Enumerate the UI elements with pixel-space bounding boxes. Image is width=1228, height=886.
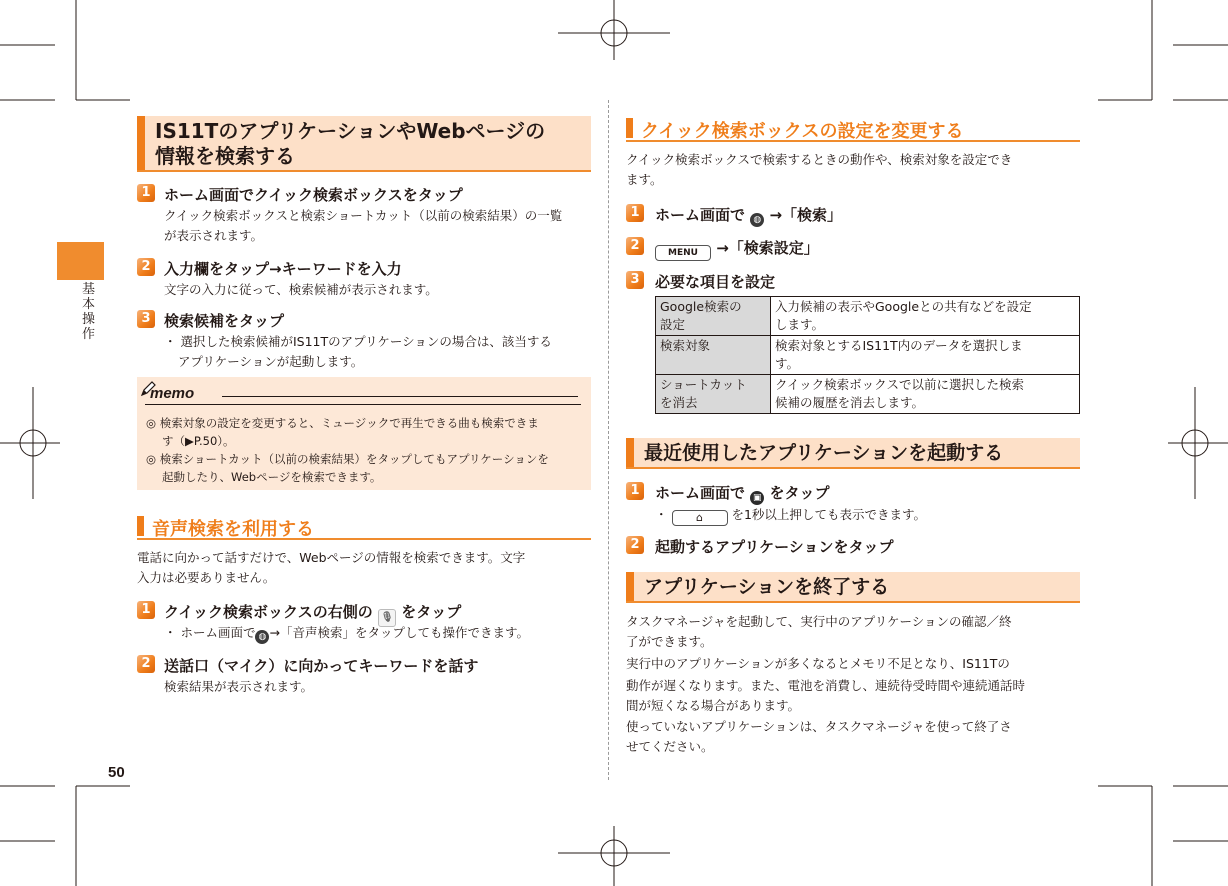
step-title: クイック検索ボックスの右側の 🎙 をタップ xyxy=(164,601,461,627)
voice-search-heading: 音声検索を利用する xyxy=(137,514,591,540)
home-key-icon: ⌂ xyxy=(672,510,728,526)
quit-paragraph: 動作が遅くなります。また、電池を消費し、連続待受時間や連続通話時 xyxy=(626,678,1026,693)
memo-rule xyxy=(222,396,578,397)
quit-paragraph: 実行中のアプリケーションが多くなるとメモリ不足となり、IS11Tの xyxy=(626,656,1010,671)
step-note: ・ ⌂ を1秒以上押しても表示できます。 xyxy=(655,507,926,524)
memo-item: ◎ 検索ショートカット（以前の検索結果）をタップしてもアプリケーションを xyxy=(146,452,549,466)
step-body: 検索結果が表示されます。 xyxy=(164,679,314,694)
recent-apps-icon: ▣ xyxy=(750,491,764,505)
voice-intro: 電話に向かって話すだけで、Webページの情報を検索できます。文字 xyxy=(137,550,526,565)
step-title: ホーム画面でクイック検索ボックスをタップ xyxy=(164,186,463,204)
column-divider xyxy=(608,100,609,780)
settings-intro: クイック検索ボックスで検索するときの動作や、検索対象を設定でき xyxy=(626,152,1013,167)
settings-heading: クイック検索ボックスの設定を変更する xyxy=(626,116,1080,142)
memo-rule xyxy=(145,404,581,405)
step-title: MENU →「検索設定」 xyxy=(655,237,819,261)
mic-icon: 🎙 xyxy=(378,609,396,627)
section-tab xyxy=(57,242,104,280)
quit-apps-heading: アプリケーションを終了する xyxy=(626,572,1080,603)
quit-paragraph: 使っていないアプリケーションは、タスクマネージャを使って終了さ xyxy=(626,719,1012,734)
table-row: 検索対象 検索対象とするIS11T内のデータを選択しま す。 xyxy=(656,336,1080,375)
table-row: ショートカット を消去 クイック検索ボックスで以前に選択した検索 候補の履歴を消去します。 xyxy=(656,375,1080,414)
menu-key-icon: MENU xyxy=(655,245,711,261)
memo-item: ◎ 検索対象の設定を変更すると、ミュージックで再生できる曲も検索できま xyxy=(146,416,539,430)
step-body: クイック検索ボックスと検索ショートカット（以前の検索結果）の一覧 xyxy=(164,208,563,223)
step-note: ・ ホーム画面で ◍ →「音声検索」をタップしても操作できます。 xyxy=(164,625,529,642)
step-title: 送話口（マイク）に向かってキーワードを話す xyxy=(164,657,479,675)
voice-intro: 入力は必要ありません。 xyxy=(137,570,276,585)
step-number: 1 xyxy=(137,601,155,619)
step-body: アプリケーションが起動します。 xyxy=(178,354,364,369)
quit-paragraph: せてください。 xyxy=(626,739,714,754)
main-heading: IS11TのアプリケーションやWebページの 情報を検索する xyxy=(137,116,591,172)
step-body: 文字の入力に従って、検索候補が表示されます。 xyxy=(164,282,438,297)
step-title: 入力欄をタップ→キーワードを入力 xyxy=(164,260,402,278)
search-globe-icon: ◍ xyxy=(750,213,764,227)
section-tab-label: 基本操作 xyxy=(82,282,96,342)
step-number: 2 xyxy=(137,258,155,276)
search-globe-icon: ◍ xyxy=(255,630,269,644)
table-row: Google検索の 設定 入力候補の表示やGoogleとの共有などを設定 します。 xyxy=(656,297,1080,336)
settings-intro: ます。 xyxy=(626,172,663,187)
settings-table xyxy=(655,296,1080,414)
memo-item: す（▶P.50）。 xyxy=(162,434,235,448)
step-number: 2 xyxy=(137,655,155,673)
step-number: 3 xyxy=(137,310,155,328)
memo-label: memo xyxy=(150,385,195,402)
step-number: 1 xyxy=(626,482,644,500)
step-title: 必要な項目を設定 xyxy=(655,273,776,291)
memo-item: 起動したり、Webページを検索できます。 xyxy=(162,470,382,484)
step-number: 2 xyxy=(626,237,644,255)
step-title: 検索候補をタップ xyxy=(164,312,285,330)
page-number: 50 xyxy=(108,764,125,781)
step-title: ホーム画面で ▣ をタップ xyxy=(655,484,830,503)
step-title: ホーム画面で ◍ →「検索」 xyxy=(655,206,843,225)
step-body: が表示されます。 xyxy=(164,228,264,243)
quit-paragraph: 了ができます。 xyxy=(626,634,713,649)
step-number: 1 xyxy=(626,204,644,222)
step-title: 起動するアプリケーションをタップ xyxy=(655,538,894,556)
step-body: ・ 選択した検索候補がIS11Tのアプリケーションの場合は、該当する xyxy=(164,334,552,349)
step-number: 3 xyxy=(626,271,644,289)
recent-apps-heading: 最近使用したアプリケーションを起動する xyxy=(626,438,1080,469)
step-number: 2 xyxy=(626,536,644,554)
step-number: 1 xyxy=(137,184,155,202)
quit-paragraph: タスクマネージャを起動して、実行中のアプリケーションの確認／終 xyxy=(626,614,1012,629)
quit-paragraph: 間が短くなる場合があります。 xyxy=(626,698,801,713)
